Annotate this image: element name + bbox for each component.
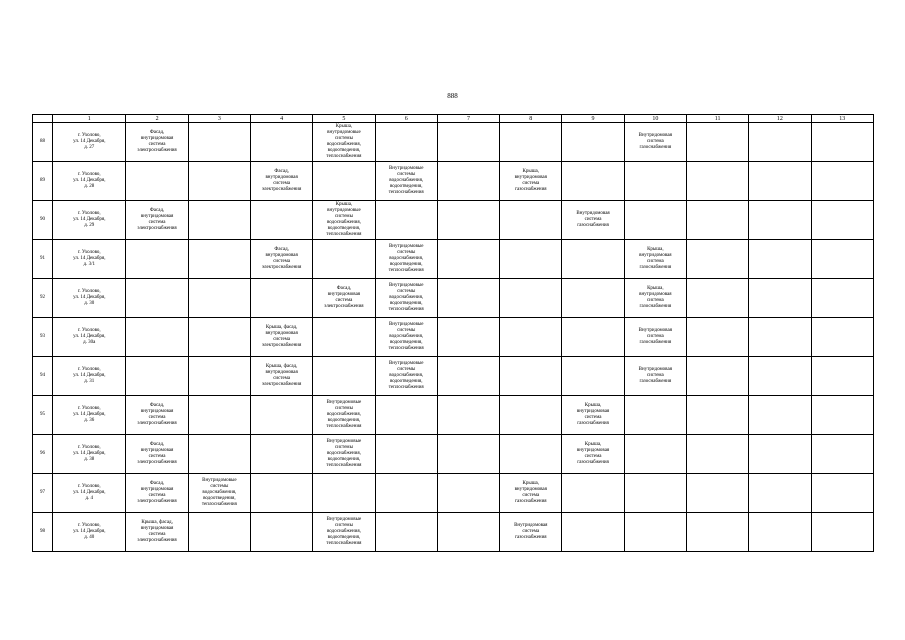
work-cell bbox=[749, 435, 811, 474]
cell-text: Внутридомовые системы водоснабжения, водоотведения, теплоснабжения bbox=[326, 439, 362, 468]
work-cell bbox=[313, 162, 375, 201]
work-cell bbox=[375, 123, 437, 162]
work-cell bbox=[251, 162, 313, 201]
work-cell bbox=[188, 123, 250, 162]
cell-text: Внутридомовые системы водоснабжения, водоотведения, теплоснабжения bbox=[388, 322, 424, 351]
work-cell bbox=[188, 279, 250, 318]
header-cell: 12 bbox=[749, 115, 811, 123]
work-cell bbox=[686, 318, 748, 357]
cell-text: Крыша, фасад, внутридомовая система электроснабжения bbox=[261, 364, 302, 387]
work-cell bbox=[313, 240, 375, 279]
work-cell bbox=[686, 279, 748, 318]
table-row bbox=[33, 435, 874, 474]
work-cell bbox=[188, 240, 250, 279]
table-row bbox=[33, 396, 874, 435]
work-cell bbox=[313, 201, 375, 240]
work-cell bbox=[251, 240, 313, 279]
work-cell bbox=[437, 201, 499, 240]
work-cell bbox=[251, 513, 313, 552]
work-cell bbox=[749, 201, 811, 240]
work-cell bbox=[811, 123, 873, 162]
work-cell bbox=[562, 279, 624, 318]
cell-text: г. Ухолово, ул. 14 Декабря, д. 28 bbox=[73, 172, 106, 189]
work-cell bbox=[500, 318, 562, 357]
work-cell bbox=[686, 123, 748, 162]
cell-text: Крыша, внутридомовая система газоснабжения bbox=[514, 481, 547, 504]
work-cell bbox=[811, 396, 873, 435]
row-number: 90 bbox=[33, 201, 53, 240]
work-cell bbox=[686, 357, 748, 396]
work-cell bbox=[375, 513, 437, 552]
cell-text: Внутридомовая система газоснабжения bbox=[576, 211, 610, 228]
work-cell bbox=[562, 123, 624, 162]
cell-text: Внутридомовые системы водоснабжения, водоотведения, теплоснабжения bbox=[388, 166, 424, 195]
work-cell bbox=[562, 318, 624, 357]
work-cell bbox=[437, 162, 499, 201]
cell-text: Внутридомовая система газоснабжения bbox=[638, 367, 672, 384]
row-number: 98 bbox=[33, 513, 53, 552]
repair-schedule-table bbox=[32, 114, 874, 552]
row-number: 96 bbox=[33, 435, 53, 474]
work-cell bbox=[126, 513, 188, 552]
work-cell bbox=[251, 396, 313, 435]
work-cell bbox=[562, 474, 624, 513]
work-cell bbox=[375, 162, 437, 201]
cell-text: Крыша, внутридомовая система газоснабжения bbox=[639, 286, 672, 309]
work-cell bbox=[624, 396, 686, 435]
table-row bbox=[33, 201, 874, 240]
work-cell bbox=[811, 162, 873, 201]
cell-text: Внутридомовая система газоснабжения bbox=[638, 328, 672, 345]
work-cell bbox=[313, 513, 375, 552]
row-number: 93 bbox=[33, 318, 53, 357]
work-cell bbox=[749, 123, 811, 162]
row-number: 91 bbox=[33, 240, 53, 279]
header-cell: 7 bbox=[437, 115, 499, 123]
cell-text: г. Ухолово, ул. 14 Декабря, д. 38 bbox=[73, 445, 106, 462]
cell-text: Крыша, внутридомовые системы водоснабжения, водоотведения, теплоснабжения bbox=[326, 202, 362, 237]
work-cell bbox=[686, 513, 748, 552]
work-cell bbox=[749, 240, 811, 279]
work-cell bbox=[500, 201, 562, 240]
work-cell bbox=[126, 123, 188, 162]
work-cell bbox=[500, 513, 562, 552]
cell-text: Внутридомовые системы водоснабжения, водоотведения, теплоснабжения bbox=[388, 283, 424, 312]
work-cell bbox=[624, 357, 686, 396]
work-cell bbox=[562, 396, 624, 435]
work-cell bbox=[624, 162, 686, 201]
work-cell bbox=[500, 162, 562, 201]
work-cell bbox=[624, 318, 686, 357]
table-row bbox=[33, 357, 874, 396]
work-cell bbox=[375, 318, 437, 357]
work-cell bbox=[126, 357, 188, 396]
cell-text: Внутридомовые системы водоснабжения, водоотведения, теплоснабжения bbox=[388, 361, 424, 390]
work-cell bbox=[313, 318, 375, 357]
work-cell bbox=[811, 357, 873, 396]
table-row bbox=[33, 513, 874, 552]
address-cell bbox=[53, 162, 126, 201]
work-cell bbox=[562, 357, 624, 396]
address-cell bbox=[53, 201, 126, 240]
work-cell bbox=[500, 474, 562, 513]
cell-text: Фасад, внутридомовая система электроснабжения bbox=[137, 130, 177, 153]
cell-text: Внутридомовая система газоснабжения bbox=[638, 133, 672, 150]
work-cell bbox=[188, 162, 250, 201]
work-cell bbox=[437, 279, 499, 318]
header-cell: 13 bbox=[811, 115, 873, 123]
address-cell bbox=[53, 435, 126, 474]
work-cell bbox=[811, 240, 873, 279]
work-cell bbox=[251, 123, 313, 162]
work-cell bbox=[811, 318, 873, 357]
cell-text: г. Ухолово, ул. 14 Декабря, д. 40 bbox=[73, 523, 106, 540]
row-number: 95 bbox=[33, 396, 53, 435]
work-cell bbox=[188, 474, 250, 513]
header-cell: 10 bbox=[624, 115, 686, 123]
work-cell bbox=[188, 201, 250, 240]
cell-text: г. Ухолово, ул. 14 Декабря, д. 3/1 bbox=[73, 250, 106, 267]
work-cell bbox=[749, 396, 811, 435]
cell-text: Внутридомовые системы водоснабжения, водоотведения, теплоснабжения bbox=[326, 400, 362, 429]
work-cell bbox=[500, 123, 562, 162]
cell-text: Фасад, внутридомовая система электроснабжения bbox=[137, 481, 177, 504]
work-cell bbox=[624, 279, 686, 318]
work-cell bbox=[562, 240, 624, 279]
work-cell bbox=[624, 513, 686, 552]
work-cell bbox=[749, 513, 811, 552]
work-cell bbox=[437, 435, 499, 474]
work-cell bbox=[313, 123, 375, 162]
cell-text: г. Ухолово, ул. 14 Декабря, д. 31 bbox=[73, 367, 106, 384]
cell-text: Фасад, внутридомовая система электроснабжения bbox=[137, 442, 177, 465]
work-cell bbox=[500, 357, 562, 396]
work-cell bbox=[188, 435, 250, 474]
row-number: 94 bbox=[33, 357, 53, 396]
cell-text: г. Ухолово, ул. 14 Декабря, д. 29 bbox=[73, 211, 106, 228]
header-cell-blank bbox=[33, 115, 53, 123]
header-cell: 1 bbox=[53, 115, 126, 123]
work-cell bbox=[251, 435, 313, 474]
work-cell bbox=[313, 279, 375, 318]
work-cell bbox=[437, 357, 499, 396]
work-cell bbox=[375, 240, 437, 279]
work-cell bbox=[126, 279, 188, 318]
work-cell bbox=[500, 279, 562, 318]
address-cell bbox=[53, 279, 126, 318]
cell-text: Крыша, внутридомовая система газоснабжения bbox=[639, 247, 672, 270]
address-cell bbox=[53, 318, 126, 357]
work-cell bbox=[811, 201, 873, 240]
cell-text: Фасад, внутридомовая система электроснабжения bbox=[137, 403, 177, 426]
cell-text: Фасад, внутридомовая система электроснабжения bbox=[261, 169, 302, 192]
cell-text: г. Ухолово, ул. 14 Декабря, д. 36 bbox=[73, 406, 106, 423]
work-cell bbox=[126, 240, 188, 279]
work-cell bbox=[624, 123, 686, 162]
work-cell bbox=[375, 435, 437, 474]
cell-text: Крыша, внутридомовая система газоснабжения bbox=[514, 169, 547, 192]
work-cell bbox=[126, 396, 188, 435]
header-cell: 6 bbox=[375, 115, 437, 123]
work-cell bbox=[188, 318, 250, 357]
work-cell bbox=[624, 435, 686, 474]
work-cell bbox=[188, 396, 250, 435]
work-cell bbox=[749, 318, 811, 357]
work-cell bbox=[686, 474, 748, 513]
work-cell bbox=[375, 396, 437, 435]
address-cell bbox=[53, 396, 126, 435]
work-cell bbox=[313, 357, 375, 396]
cell-text: Крыша, фасад, внутридомовая система электроснабжения bbox=[261, 325, 302, 348]
cell-text: Крыша, внутридомовые системы водоснабжения, водоотведения, теплоснабжения bbox=[326, 124, 362, 159]
row-number: 89 bbox=[33, 162, 53, 201]
header-cell: 2 bbox=[126, 115, 188, 123]
work-cell bbox=[749, 357, 811, 396]
header-row bbox=[33, 115, 874, 123]
work-cell bbox=[437, 513, 499, 552]
work-cell bbox=[811, 279, 873, 318]
work-cell bbox=[686, 162, 748, 201]
address-cell bbox=[53, 513, 126, 552]
table-body bbox=[33, 115, 874, 552]
work-cell bbox=[624, 201, 686, 240]
work-cell bbox=[251, 474, 313, 513]
work-cell bbox=[500, 240, 562, 279]
work-cell bbox=[375, 357, 437, 396]
work-cell bbox=[313, 396, 375, 435]
header-cell: 3 bbox=[188, 115, 250, 123]
work-cell bbox=[562, 162, 624, 201]
work-cell bbox=[126, 474, 188, 513]
row-number: 92 bbox=[33, 279, 53, 318]
work-cell bbox=[437, 123, 499, 162]
cell-text: Фасад, внутридомовая система электроснабжения bbox=[261, 247, 302, 270]
work-cell bbox=[251, 318, 313, 357]
work-cell bbox=[749, 279, 811, 318]
cell-text: Крыша, внутридомовая система газоснабжения bbox=[576, 442, 610, 465]
table-row bbox=[33, 474, 874, 513]
work-cell bbox=[686, 435, 748, 474]
work-cell bbox=[188, 513, 250, 552]
table-row bbox=[33, 279, 874, 318]
work-cell bbox=[811, 435, 873, 474]
work-cell bbox=[375, 474, 437, 513]
cell-text: Крыша, внутридомовая система газоснабжения bbox=[576, 403, 610, 426]
work-cell bbox=[251, 279, 313, 318]
work-cell bbox=[126, 162, 188, 201]
address-cell bbox=[53, 123, 126, 162]
row-number: 97 bbox=[33, 474, 53, 513]
work-cell bbox=[811, 474, 873, 513]
work-cell bbox=[437, 240, 499, 279]
work-cell bbox=[686, 396, 748, 435]
header-cell: 5 bbox=[313, 115, 375, 123]
cell-text: Внутридомовые системы водоснабжения, водоотведения, теплоснабжения bbox=[201, 478, 237, 507]
work-cell bbox=[375, 201, 437, 240]
work-cell bbox=[624, 240, 686, 279]
cell-text: г. Ухолово, ул. 14 Декабря, д. 27 bbox=[73, 133, 106, 150]
work-cell bbox=[251, 201, 313, 240]
work-cell bbox=[437, 396, 499, 435]
cell-text: Крыша, фасад, внутридомовая система электроснабжения bbox=[137, 520, 177, 543]
table-row bbox=[33, 123, 874, 162]
cell-text: Фасад, внутридомовая система электроснабжения bbox=[324, 286, 364, 309]
cell-text: Внутридомовая система газоснабжения bbox=[514, 523, 548, 540]
work-cell bbox=[562, 201, 624, 240]
work-cell bbox=[811, 513, 873, 552]
row-number: 88 bbox=[33, 123, 53, 162]
work-cell bbox=[686, 240, 748, 279]
work-cell bbox=[313, 474, 375, 513]
work-cell bbox=[749, 474, 811, 513]
work-cell bbox=[500, 396, 562, 435]
work-cell bbox=[188, 357, 250, 396]
header-cell: 4 bbox=[251, 115, 313, 123]
cell-text: г. Ухолово, ул. 14 Декабря, д. 30 bbox=[73, 289, 106, 306]
work-cell bbox=[500, 435, 562, 474]
work-cell bbox=[749, 162, 811, 201]
address-cell bbox=[53, 357, 126, 396]
work-cell bbox=[624, 474, 686, 513]
work-cell bbox=[126, 201, 188, 240]
address-cell bbox=[53, 474, 126, 513]
cell-text: Внутридомовые системы водоснабжения, водоотведения, теплоснабжения bbox=[326, 517, 362, 546]
table-row bbox=[33, 162, 874, 201]
cell-text: г. Ухолово, ул. 14 Декабря, д. 4 bbox=[73, 484, 106, 501]
work-cell bbox=[375, 279, 437, 318]
page-number: 888 bbox=[447, 92, 458, 100]
cell-text: г. Ухолово, ул. 14 Декабря, д. 30а bbox=[73, 328, 106, 345]
work-cell bbox=[562, 435, 624, 474]
cell-text: Фасад, внутридомовая система электроснабжения bbox=[137, 208, 177, 231]
table-row bbox=[33, 318, 874, 357]
work-cell bbox=[562, 513, 624, 552]
work-cell bbox=[437, 318, 499, 357]
work-cell bbox=[313, 435, 375, 474]
work-cell bbox=[251, 357, 313, 396]
work-cell bbox=[126, 435, 188, 474]
work-cell bbox=[437, 474, 499, 513]
header-cell: 11 bbox=[686, 115, 748, 123]
table-row bbox=[33, 240, 874, 279]
address-cell bbox=[53, 240, 126, 279]
work-cell bbox=[126, 318, 188, 357]
header-cell: 9 bbox=[562, 115, 624, 123]
work-cell bbox=[686, 201, 748, 240]
header-cell: 8 bbox=[500, 115, 562, 123]
cell-text: Внутридомовые системы водоснабжения, водоотведения, теплоснабжения bbox=[388, 244, 424, 273]
